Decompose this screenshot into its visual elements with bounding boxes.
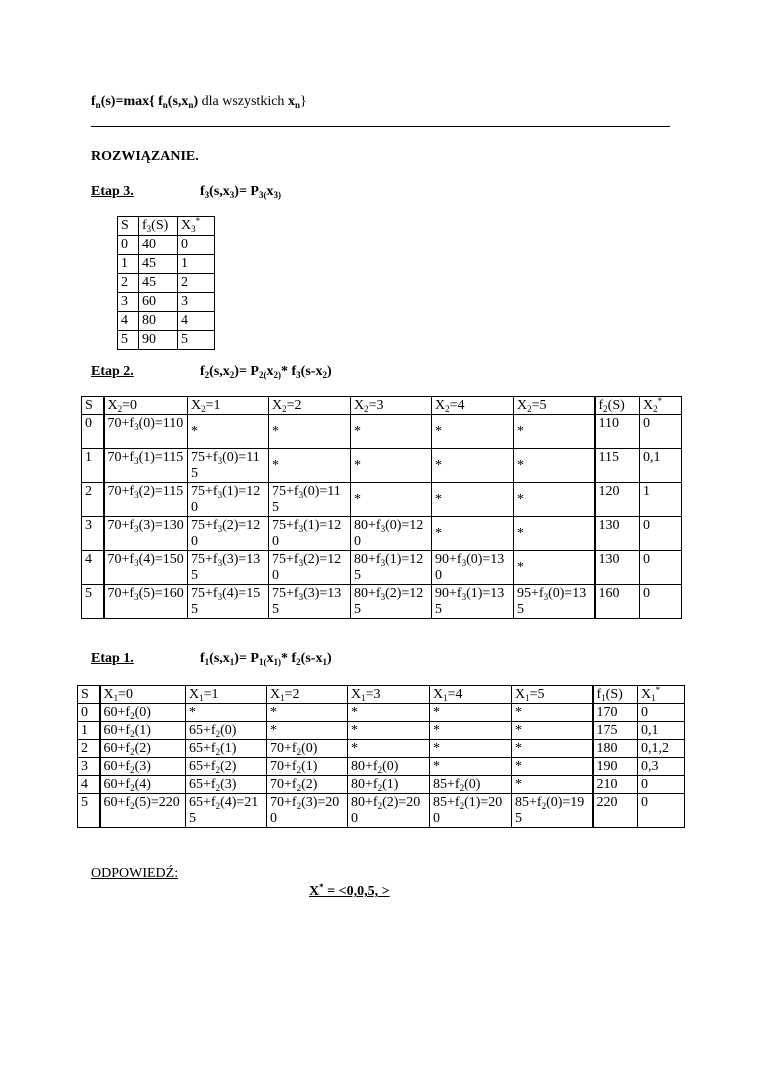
table-cell: 3 <box>118 293 139 312</box>
header-cell: S <box>78 686 100 704</box>
table-cell: $70+f_2(0)$ <box>267 740 348 758</box>
table-cell: 0 <box>178 236 215 255</box>
stage1-label: Etap 1. <box>91 651 134 666</box>
table-cell: 45 <box>139 255 178 274</box>
table-cell: $60+f_2(2)$ <box>100 740 186 758</box>
table-cell: $70+f_3(3)=130$ <box>104 517 188 551</box>
best-value-cell: 110 <box>595 415 640 449</box>
table-cell: $80+f_2(0)$ <box>348 758 430 776</box>
table-cell: 2 <box>118 274 139 293</box>
table-cell: 0 <box>118 236 139 255</box>
table-cell: $75+f_3(4)=155$ <box>188 585 269 619</box>
table-cell: * <box>514 551 595 585</box>
best-decision-cell: 0 <box>638 704 685 722</box>
table-cell: * <box>430 758 512 776</box>
table-cell: $75+f_3(2)=120$ <box>269 551 351 585</box>
best-decision-cell: 0 <box>638 794 685 828</box>
table-cell: $80+f_3(0)=120$ <box>351 517 432 551</box>
stage1-formula: $f_1(s,x_1)= P_{1(}x_{1)}*$ $f_2(s-x_1)$ <box>200 651 332 667</box>
stage3-table <box>117 216 215 350</box>
best-decision-cell: 1 <box>640 483 682 517</box>
table-cell: * <box>432 517 514 551</box>
table-cell: * <box>512 722 593 740</box>
row-label-cell: 5 <box>82 585 104 619</box>
table-cell: $80+f_2(1)$ <box>348 776 430 794</box>
table-cell: * <box>188 415 269 449</box>
table-cell: $80+f_3(2)=125$ <box>351 585 432 619</box>
row-label-cell: 0 <box>78 704 100 722</box>
best-decision-cell: 0 <box>640 585 682 619</box>
best-value-cell: 170 <box>593 704 638 722</box>
best-decision-cell: 0,1 <box>638 722 685 740</box>
table-cell: $75+f_3(2)=120$ <box>188 517 269 551</box>
table-cell: 2 <box>178 274 215 293</box>
table-row <box>82 449 682 483</box>
table-cell: * <box>512 704 593 722</box>
best-decision-cell: 0 <box>640 517 682 551</box>
table-cell: * <box>351 415 432 449</box>
header-cell: $X_2=4$ <box>432 397 514 415</box>
best-value-cell: 160 <box>595 585 640 619</box>
table-cell: $90+f_3(1)=135$ <box>432 585 514 619</box>
table-cell: $65+f_2(2)$ <box>186 758 267 776</box>
table-cell: 90 <box>139 331 178 350</box>
header-cell: $X_1=5$ <box>512 686 593 704</box>
answer-value: X* = <0,0,5, > <box>309 882 390 899</box>
table-cell: * <box>269 449 351 483</box>
header-cell: $f_3(S)$ <box>139 217 178 236</box>
best-decision-cell: 0 <box>640 415 682 449</box>
header-cell: $X_2=1$ <box>188 397 269 415</box>
table-cell: $70+f_3(1)=115$ <box>104 449 188 483</box>
header-cell: S <box>118 217 139 236</box>
table-cell: 80 <box>139 312 178 331</box>
header-cell: $X_2^*$ <box>640 397 682 415</box>
table-cell: * <box>432 483 514 517</box>
stage1-table <box>77 685 685 828</box>
table-cell: $65+f_2(4)=215$ <box>186 794 267 828</box>
row-label-cell: 1 <box>82 449 104 483</box>
best-value-cell: 220 <box>593 794 638 828</box>
header-cell: $X_3^*$ <box>178 217 215 236</box>
table-cell: $60+f_2(0)$ <box>100 704 186 722</box>
header-cell: $X_1=0$ <box>100 686 186 704</box>
stage2-label: Etap 2. <box>91 364 134 379</box>
table-cell: * <box>432 415 514 449</box>
horizontal-divider <box>91 126 670 127</box>
best-value-cell: 130 <box>595 517 640 551</box>
table-cell: $85+f_2(0)$ <box>430 776 512 794</box>
row-label-cell: 3 <box>78 758 100 776</box>
stage2-table <box>81 396 682 619</box>
best-value-cell: 175 <box>593 722 638 740</box>
table-row <box>118 293 215 312</box>
table-cell: 5 <box>178 331 215 350</box>
table-cell: 45 <box>139 274 178 293</box>
table-cell: * <box>186 704 267 722</box>
table-cell: $85+f_2(1)=200$ <box>430 794 512 828</box>
header-cell: $X_1=3$ <box>348 686 430 704</box>
table-row <box>78 776 685 794</box>
table-cell: $70+f_2(2)$ <box>267 776 348 794</box>
table-cell: $95+f_3(0)=135$ <box>514 585 595 619</box>
stage3-label: Etap 3. <box>91 184 134 199</box>
header-cell: $X_2=3$ <box>351 397 432 415</box>
table-cell: * <box>269 415 351 449</box>
table-cell: 60 <box>139 293 178 312</box>
table-header-row <box>78 686 685 704</box>
table-cell: * <box>348 740 430 758</box>
table-cell: $85+f_2(0)=195$ <box>512 794 593 828</box>
stage2-formula: $f_2(s,x_2)= P_{2(}x_{2)}*$ $f_3(s-x_2)$ <box>200 364 332 380</box>
table-cell: * <box>514 483 595 517</box>
row-label-cell: 4 <box>78 776 100 794</box>
best-decision-cell: 0,1 <box>640 449 682 483</box>
header-cell: $X_1=2$ <box>267 686 348 704</box>
table-row <box>82 415 682 449</box>
table-row <box>82 483 682 517</box>
table-header-row <box>118 217 215 236</box>
table-row <box>118 312 215 331</box>
table-cell: $80+f_2(2)=200$ <box>348 794 430 828</box>
table-cell: * <box>432 449 514 483</box>
table-cell: $60+f_2(5)=220$ <box>100 794 186 828</box>
table-cell: $70+f_3(0)=110$ <box>104 415 188 449</box>
table-cell: $70+f_3(4)=150$ <box>104 551 188 585</box>
best-value-cell: 120 <box>595 483 640 517</box>
table-cell: * <box>512 740 593 758</box>
table-cell: $70+f_2(1)$ <box>267 758 348 776</box>
table-cell: * <box>351 449 432 483</box>
table-cell: * <box>514 449 595 483</box>
table-row <box>78 722 685 740</box>
table-row <box>118 236 215 255</box>
table-cell: $70+f_3(2)=115$ <box>104 483 188 517</box>
row-label-cell: 5 <box>78 794 100 828</box>
table-row <box>82 551 682 585</box>
best-value-cell: 190 <box>593 758 638 776</box>
row-label-cell: 3 <box>82 517 104 551</box>
header-cell: $X_2=5$ <box>514 397 595 415</box>
row-label-cell: 2 <box>78 740 100 758</box>
table-row <box>78 740 685 758</box>
table-row <box>78 794 685 828</box>
best-value-cell: 130 <box>595 551 640 585</box>
table-cell: * <box>267 704 348 722</box>
table-cell: * <box>514 415 595 449</box>
answer-label: ODPOWIEDŹ: <box>91 866 179 881</box>
table-cell: 3 <box>178 293 215 312</box>
table-cell: $70+f_3(5)=160$ <box>104 585 188 619</box>
best-value-cell: 115 <box>595 449 640 483</box>
table-cell: * <box>430 740 512 758</box>
table-cell: * <box>348 722 430 740</box>
stage3-formula: $f_3(s,x_3)= P_{3(}x_{3)}$ <box>200 184 281 200</box>
table-row <box>118 331 215 350</box>
table-cell: $75+f_3(0)=115$ <box>188 449 269 483</box>
table-cell: $75+f_3(3)=135$ <box>269 585 351 619</box>
header-cell: $f_1(S)$ <box>593 686 638 704</box>
table-row <box>78 704 685 722</box>
objective-formula: $f_n(s)=\max${ $f_n(s,x_n)$ dla wszystkich $x_n$} <box>91 94 307 110</box>
table-cell: 4 <box>118 312 139 331</box>
table-cell: $65+f_2(0)$ <box>186 722 267 740</box>
table-cell: 1 <box>178 255 215 274</box>
best-decision-cell: 0 <box>638 776 685 794</box>
table-row <box>78 758 685 776</box>
best-decision-cell: 0,3 <box>638 758 685 776</box>
table-row <box>118 255 215 274</box>
solution-heading: ROZWIĄZANIE. <box>91 149 199 164</box>
header-cell: $X_2=2$ <box>269 397 351 415</box>
best-decision-cell: 0 <box>640 551 682 585</box>
table-cell: * <box>514 517 595 551</box>
table-row <box>118 274 215 293</box>
table-cell: $60+f_2(4)$ <box>100 776 186 794</box>
row-label-cell: 2 <box>82 483 104 517</box>
header-cell: $X_1=1$ <box>186 686 267 704</box>
table-cell: * <box>430 704 512 722</box>
table-cell: $60+f_2(3)$ <box>100 758 186 776</box>
header-cell: $X_1^*$ <box>638 686 685 704</box>
header-cell: $X_2=0$ <box>104 397 188 415</box>
table-cell: * <box>267 722 348 740</box>
best-decision-cell: 0,1,2 <box>638 740 685 758</box>
table-cell: $75+f_3(1)=120$ <box>269 517 351 551</box>
table-cell: $65+f_2(3)$ <box>186 776 267 794</box>
table-cell: 4 <box>178 312 215 331</box>
row-label-cell: 4 <box>82 551 104 585</box>
table-cell: $75+f_3(3)=135$ <box>188 551 269 585</box>
row-label-cell: 1 <box>78 722 100 740</box>
table-row <box>82 585 682 619</box>
header-cell: S <box>82 397 104 415</box>
table-cell: $65+f_2(1)$ <box>186 740 267 758</box>
row-label-cell: 0 <box>82 415 104 449</box>
table-cell: $75+f_3(1)=120$ <box>188 483 269 517</box>
table-cell: 40 <box>139 236 178 255</box>
best-value-cell: 210 <box>593 776 638 794</box>
table-cell: $60+f_2(1)$ <box>100 722 186 740</box>
table-cell: * <box>351 483 432 517</box>
best-value-cell: 180 <box>593 740 638 758</box>
table-cell: $75+f_3(0)=115$ <box>269 483 351 517</box>
header-cell: $f_2(S)$ <box>595 397 640 415</box>
table-cell: 5 <box>118 331 139 350</box>
table-header-row <box>82 397 682 415</box>
table-cell: 1 <box>118 255 139 274</box>
table-cell: * <box>430 722 512 740</box>
table-cell: $70+f_2(3)=200$ <box>267 794 348 828</box>
table-row <box>82 517 682 551</box>
table-cell: * <box>348 704 430 722</box>
table-cell: * <box>512 758 593 776</box>
table-cell: $80+f_3(1)=125$ <box>351 551 432 585</box>
table-cell: * <box>512 776 593 794</box>
table-cell: $90+f_3(0)=130$ <box>432 551 514 585</box>
header-cell: $X_1=4$ <box>430 686 512 704</box>
